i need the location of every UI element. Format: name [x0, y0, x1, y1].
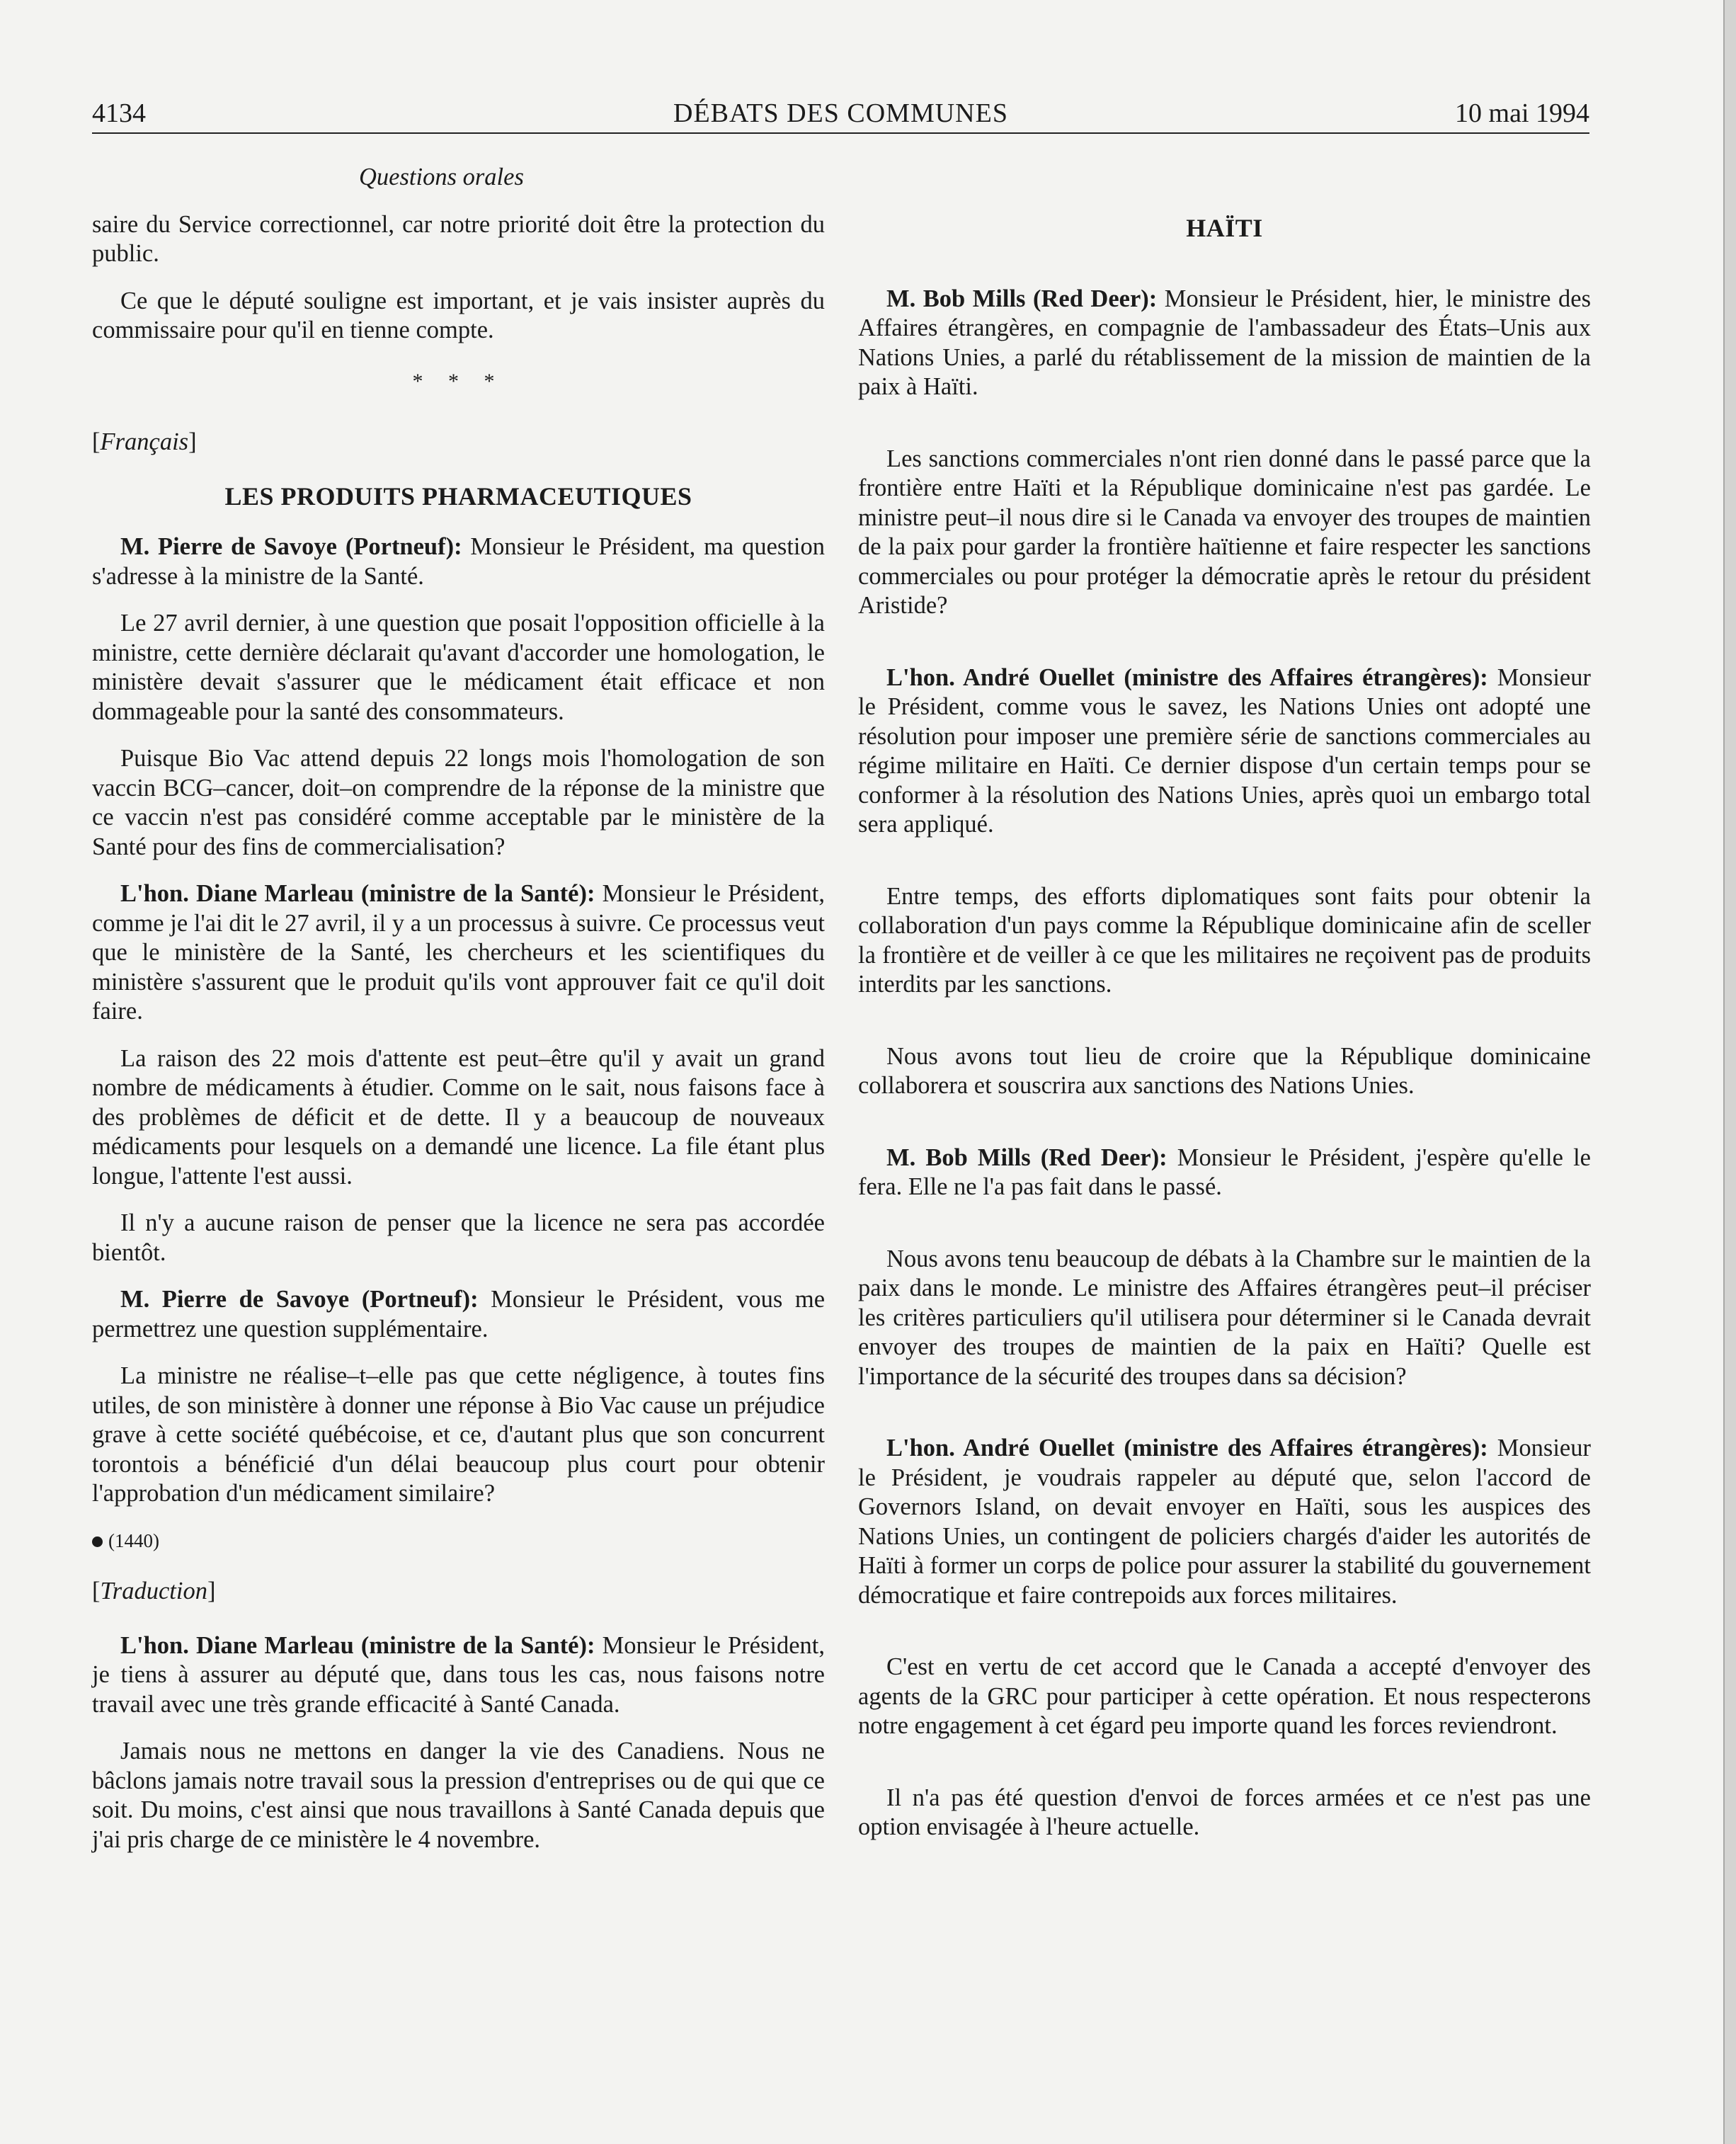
paragraph: saire du Service correctionnel, car notre priorité doit être la protection du public.: [92, 210, 825, 267]
paragraph: Il n'y a aucune raison de penser que la licence ne sera pas accordée bientôt.: [92, 1209, 825, 1266]
time-stamp: [92, 1527, 825, 1556]
right-column: [858, 163, 1591, 1860]
speech: [858, 1144, 1591, 1202]
speaker-name: L'hon. André Ouellet (ministre des Affaires étrangères):: [886, 1435, 1488, 1461]
speech: [92, 532, 825, 591]
speech: [92, 879, 825, 1027]
paragraph: Ce que le député souligne est important, et je vais insister auprès du commissaire pour qu'il en tienne compte.: [92, 287, 825, 343]
section-heading: HAÏTI: [1186, 214, 1263, 242]
speech-text: Monsieur le Président, j'espère qu'elle le fera. Elle ne l'a pas fait dans le passé.: [858, 1144, 1591, 1200]
speech-text: Monsieur le Président, hier, le ministre des Affaires étrangères, en compagnie de l'ambassadeur des États–Unis aux Nations Unies, a parlé du rétablissement de la mission de maintien de la paix à Haïti.: [858, 285, 1591, 400]
page-header: [92, 91, 1589, 133]
speaker-name: M. Bob Mills (Red Deer):: [886, 285, 1158, 312]
speaker-name: M. Bob Mills (Red Deer):: [886, 1144, 1167, 1171]
speech-text: Monsieur le Président, vous me permettrez une question supplémentaire.: [92, 1286, 826, 1342]
section-heading: LES PRODUITS PHARMACEUTIQUES: [224, 481, 692, 511]
speech: [858, 663, 1591, 840]
speech-text: Monsieur le Président, comme vous le savez, les Nations Unies ont adopté une résolution pour imposer une première série de sanctions commerciales au régime militaire en Haïti. Ce dernier dispose d'un certain temps pour se conformer à la résolution des Nations Unies, après quoi un embargo total sera appliqué.: [858, 663, 1591, 838]
paragraph: Jamais nous ne mettons en danger la vie des Canadiens. Nous ne bâclons jamais notre travail sous la pression d'entreprises ou de qui que ce soit. Du moins, c'est ainsi que nous travaillons à Santé Canada depuis que j'ai pris charge de ce ministère le 4 novembre.: [92, 1738, 825, 1853]
language-tag: [Français]: [92, 428, 197, 455]
speech: [92, 1631, 825, 1720]
page-number: 4134: [92, 98, 146, 128]
paragraph: C'est en vertu de cet accord que le Canada a accepté d'envoyer des agents de la GRC pour participer à cette opération. Et nous respecterons notre engagement à cet égard peu importe quand les forces reviendront.: [858, 1653, 1591, 1739]
bullet-icon: [92, 1536, 103, 1547]
running-head: Questions orales: [359, 164, 524, 190]
paragraph: Puisque Bio Vac attend depuis 22 longs mois l'homologation de son vaccin BCG–cancer, doit–on comprendre de la réponse de la ministre que ce vaccin n'est pas considéré comme acceptable par le ministère de la Santé pour des fins de commercialisation?: [92, 745, 825, 860]
paragraph: Nous avons tout lieu de croire que la République dominicaine collaborera et souscrira aux sanctions des Nations Unies.: [858, 1042, 1591, 1099]
page-edge: [1723, 0, 1736, 2144]
speech-text: Monsieur le Président, ma question s'adresse à la ministre de la Santé.: [92, 533, 825, 590]
speech: [858, 285, 1591, 402]
language-tag-text: Français: [100, 428, 189, 455]
paragraph: La ministre ne réalise–t–elle pas que cette négligence, à toutes fins utiles, de son ministère à donner une réponse à Bio Vac cause un préjudice grave à cette société québécoise, et ce, d'autant plus que son concurrent torontois a bénéficié d'un délai beaucoup plus court pour obtenir l'approbation d'un médicament similaire?: [92, 1362, 825, 1507]
section-separator: * * *: [412, 369, 505, 393]
paragraph: Entre temps, des efforts diplomatiques sont faits pour obtenir la collaboration d'un pays comme la République dominicaine afin de sceller la frontière et de veiller à ce que les militaires ne reçoivent pas de produits interdits par les sanctions.: [858, 882, 1591, 998]
speech-text: Monsieur le Président, je tiens à assurer au député que, dans tous les cas, nous faisons notre travail avec une très grande efficacité à Santé Canada.: [92, 1631, 825, 1718]
speaker-name: L'hon. Diane Marleau (ministre de la Santé):: [120, 1631, 595, 1659]
speech: [858, 1434, 1591, 1610]
speaker-name: M. Pierre de Savoye (Portneuf):: [120, 533, 462, 560]
speech-text: Monsieur le Président, je voudrais rappeler au député que, selon l'accord de Governors Island, on devait envoyer en Haïti, sous les auspices des Nations Unies, un contingent de policiers chargés d'aider les autorités de Haïti à former un corps de police pour assurer la stabilité du gouvernement démocratique et faire contrepoids aux forces militaires.: [858, 1435, 1591, 1609]
speaker-name: L'hon. Diane Marleau (ministre de la Santé):: [120, 880, 595, 907]
paragraph: Les sanctions commerciales n'ont rien donné dans le passé parce que la frontière entre Haïti et la République dominicaine n'est pas gardée. Le ministre peut–il nous dire si le Canada va envoyer des troupes de maintien de la paix pour garder la frontière haïtienne et faire respecter les sanctions commerciales ou pour protéger la démocratie après le retour du président Aristide?: [858, 445, 1591, 619]
speech: [92, 1285, 825, 1344]
speech-text: Monsieur le Président, comme je l'ai dit le 27 avril, il y a un processus à suivre. Ce processus veut que le ministère de la Santé, les chercheurs et les scientifiques du ministère s'assurent que le produit qu'ils vont approuver fait ce qu'il doit faire.: [92, 880, 825, 1025]
paragraph: La raison des 22 mois d'attente est peut–être qu'il y avait un grand nombre de médicaments à étudier. Comme on le sait, nous faisons face à des problèmes de déficit et de dette. Il y a beaucoup de nouveaux médicaments pour lesquels on a demandé une licence. La file étant plus longue, l'attente l'est aussi.: [92, 1044, 825, 1190]
speaker-name: L'hon. André Ouellet (ministre des Affaires étrangères):: [886, 663, 1488, 691]
paragraph: Nous avons tenu beaucoup de débats à la Chambre sur le maintien de la paix dans le monde. Le ministre des Affaires étrangères peut–il préciser les critères particuliers qu'il utilisera pour déterminer si le Canada devrait envoyer des troupes de maintien de la paix en Haïti? Quelle est l'importance de la sécurité des troupes dans sa décision?: [858, 1245, 1591, 1390]
speaker-name: M. Pierre de Savoye (Portneuf):: [120, 1286, 479, 1313]
language-tag-text: Traduction: [100, 1578, 207, 1604]
left-column: [92, 163, 825, 1872]
header-rule: [92, 132, 1589, 134]
publication-title: DÉBATS DES COMMUNES: [673, 98, 1008, 128]
time-stamp-text: (1440): [108, 1529, 159, 1551]
language-tag: [Traduction]: [92, 1578, 216, 1604]
issue-date: 10 mai 1994: [1455, 98, 1589, 128]
paragraph: Le 27 avril dernier, à une question que posait l'opposition officielle à la ministre, cette dernière déclarait qu'avant d'accorder une homologation, le ministère devait s'assurer que le médicament était efficace et non dommageable pour la santé des consommateurs.: [92, 610, 825, 725]
paragraph: Il n'a pas été question d'envoi de forces armées et ce n'est pas une option envisagée à l'heure actuelle.: [858, 1784, 1591, 1840]
